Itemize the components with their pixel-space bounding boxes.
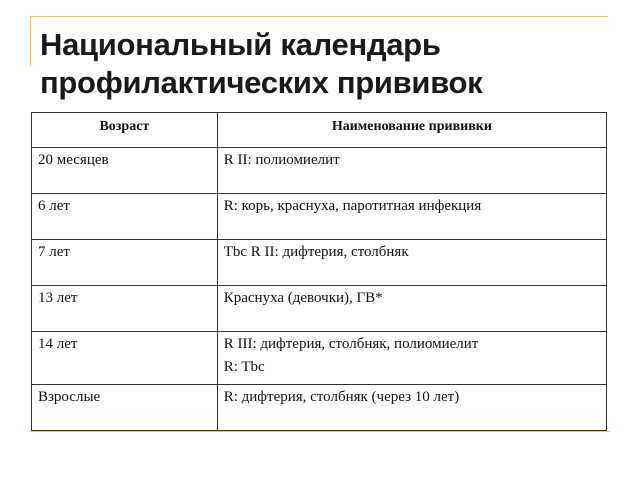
cell-age: 14 лет: [32, 332, 218, 385]
cell-vaccine: R: дифтерия, столбняк (через 10 лет): [217, 385, 606, 431]
cell-vaccine: Краснуха (девочки), ГВ*: [217, 286, 606, 332]
table-row: [32, 240, 607, 286]
cell-vaccine: Tbc R II: дифтерия, столбняк: [217, 240, 606, 286]
cell-age: 13 лет: [32, 286, 218, 332]
title-line-2: профилактических прививок: [40, 65, 483, 100]
cell-age: 20 месяцев: [32, 148, 218, 194]
page-title: [40, 26, 482, 102]
title-line-1: Национальный календарь: [40, 27, 441, 62]
cell-age: Взрослые: [32, 385, 218, 431]
cell-age: 6 лет: [32, 194, 218, 240]
cell-vaccine: R II: полиомиелит: [217, 148, 606, 194]
cell-vaccine-line-2: R: Tbc: [223, 359, 265, 375]
frame-line-bottom: [30, 431, 610, 432]
cell-age: 7 лет: [32, 240, 218, 286]
cell-vaccine: [217, 332, 606, 385]
cell-vaccine: R: корь, краснуха, паротитная инфекция: [217, 194, 606, 240]
table-row: [32, 286, 607, 332]
cell-vaccine-line-1: R III: дифтерия, столбняк, полиомиелит: [223, 336, 479, 352]
table-header-row: [32, 113, 607, 148]
header-age: Возраст: [32, 113, 218, 148]
header-vaccine: Наименование прививки: [217, 113, 606, 148]
table-row: [32, 332, 607, 385]
frame-line-left: [30, 16, 31, 66]
frame-line-top: [30, 16, 608, 17]
vaccination-table: [31, 112, 607, 431]
table-row: [32, 385, 607, 431]
table-row: [32, 194, 607, 240]
table-row: [32, 148, 607, 194]
